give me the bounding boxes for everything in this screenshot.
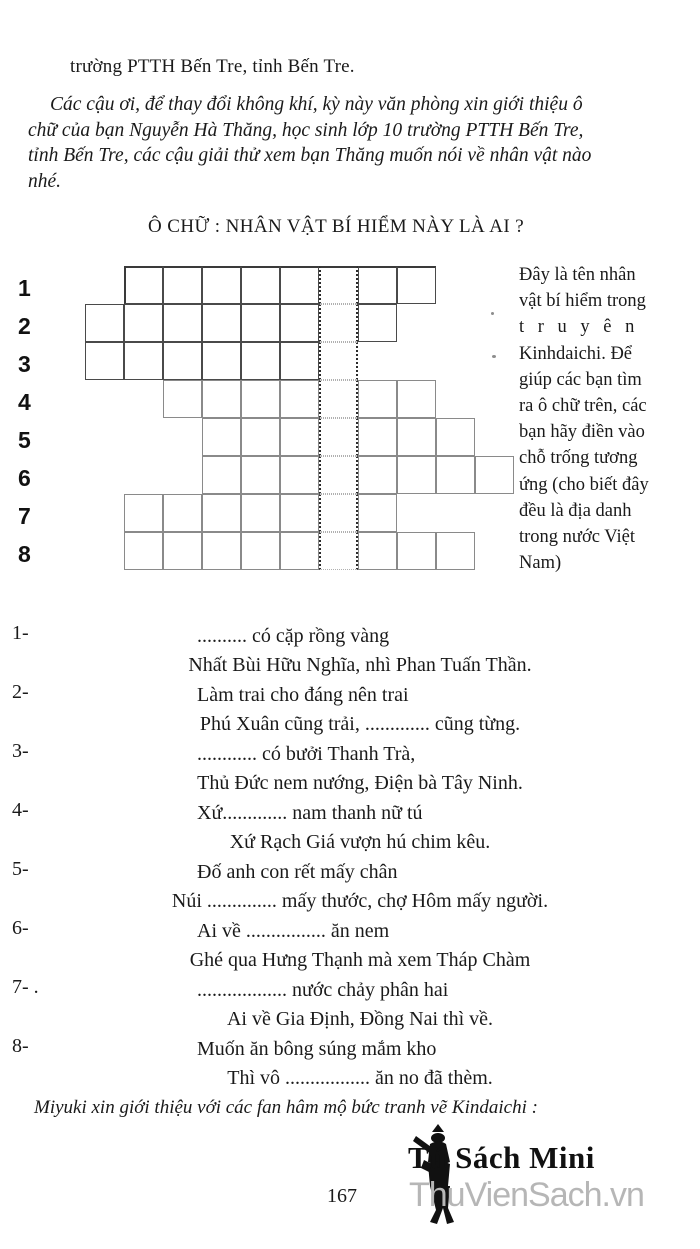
side-note-line: đều là địa danh — [519, 500, 632, 521]
clue-number: 1- — [12, 622, 29, 644]
page-number: 167 — [327, 1185, 357, 1207]
crossword-cell[interactable] — [280, 418, 319, 456]
publisher-logo-text: Tủ Sách Mini — [408, 1140, 595, 1175]
crossword-row-number: 2 — [18, 313, 31, 339]
crossword-row-number: 3 — [18, 351, 31, 377]
crossword-cell[interactable] — [202, 266, 241, 304]
side-note-line: trong nước Việt — [519, 527, 635, 548]
crossword-row-number: 4 — [18, 389, 31, 415]
clue-number: 4- — [12, 799, 29, 821]
crossword-cell-detached[interactable] — [475, 456, 514, 494]
intro-line-4: nhé. — [28, 170, 62, 192]
crossword-cell[interactable] — [319, 304, 358, 342]
intro-line-2: chữ của bạn Nguyễn Hà Thăng, học sinh lớp 10 trường PTTH Bến Tre, — [28, 119, 584, 141]
crossword-cell[interactable] — [124, 494, 163, 532]
crossword-cell[interactable] — [358, 418, 397, 456]
crossword-cell[interactable] — [163, 266, 202, 304]
crossword-cell[interactable] — [319, 418, 358, 456]
clue-line-a: Xứ............. nam thanh nữ tú — [197, 802, 423, 824]
crossword-cell[interactable] — [202, 418, 241, 456]
clue-line-a: ............ có bưởi Thanh Trà, — [197, 743, 416, 765]
crossword-row-number: 5 — [18, 427, 31, 453]
crossword-cell[interactable] — [319, 342, 358, 380]
side-note-line: bạn hãy điền vào — [519, 422, 645, 443]
crossword-cell[interactable] — [319, 532, 358, 570]
scan-speck — [492, 355, 496, 358]
side-note-line: giúp các bạn tìm — [519, 369, 642, 390]
crossword-cell[interactable] — [358, 380, 397, 418]
crossword-cell[interactable] — [280, 532, 319, 570]
clue-list — [12, 622, 688, 1094]
clue-number: 5- — [12, 858, 29, 880]
crossword-cell[interactable] — [397, 532, 436, 570]
miyuki-line: Miyuki xin giới thiệu với các fan hâm mộ bức tranh vẽ Kindaichi : — [34, 1097, 538, 1118]
crossword-cell[interactable] — [241, 342, 280, 380]
crossword-cell[interactable] — [436, 532, 475, 570]
clue-item — [12, 917, 688, 975]
continuation-line: trường PTTH Bến Tre, tỉnh Bến Tre. — [70, 56, 355, 77]
side-note-line: t r u y ê n — [519, 317, 639, 338]
clue-line-a: Làm trai cho đáng nên trai — [197, 684, 409, 706]
clue-number: 3- — [12, 740, 29, 762]
crossword-cell[interactable] — [358, 456, 397, 494]
crossword-cell[interactable] — [241, 532, 280, 570]
crossword-cell[interactable] — [202, 380, 241, 418]
crossword-cell[interactable] — [163, 304, 202, 342]
crossword-cell[interactable] — [124, 532, 163, 570]
crossword-cell[interactable] — [202, 494, 241, 532]
crossword-cell[interactable] — [163, 532, 202, 570]
crossword-cell[interactable] — [241, 494, 280, 532]
clue-item — [12, 1035, 688, 1093]
crossword-cell[interactable] — [280, 456, 319, 494]
crossword-cell[interactable] — [358, 266, 397, 304]
clue-item — [12, 799, 688, 857]
clue-line-b: Núi .............. mấy thước, chợ Hôm mấy người. — [171, 890, 549, 912]
side-note-line: Nam) — [519, 553, 562, 574]
crossword-cell[interactable] — [280, 304, 319, 342]
crossword-cell[interactable] — [436, 456, 475, 494]
crossword-cell[interactable] — [319, 494, 358, 532]
clue-line-a: .......... có cặp rồng vàng — [197, 625, 390, 647]
crossword-cell[interactable] — [163, 342, 202, 380]
side-note-line: Kinhdaichi. Để — [519, 343, 633, 364]
crossword-cell[interactable] — [202, 304, 241, 342]
crossword-cell[interactable] — [280, 342, 319, 380]
clue-line-b: Nhất Bùi Hữu Nghĩa, nhì Phan Tuấn Thần. — [188, 654, 532, 676]
clue-item — [12, 681, 688, 739]
clue-item — [12, 622, 688, 680]
crossword-cell[interactable] — [358, 304, 397, 342]
side-note — [519, 262, 695, 576]
crossword-cell[interactable] — [280, 494, 319, 532]
intro-line-3: tỉnh Bến Tre, các cậu giải thử xem bạn Thăng muốn nói về nhân vật nào — [28, 145, 592, 166]
crossword-cell[interactable] — [163, 380, 202, 418]
clue-line-a: Muốn ăn bông súng mắm kho — [197, 1038, 437, 1060]
clue-line-b: Xứ Rạch Giá vượn hú chim kêu. — [229, 831, 491, 853]
clue-line-b: Thủ Đức nem nướng, Điện bà Tây Ninh. — [197, 772, 523, 794]
crossword-row-number: 7 — [18, 503, 31, 529]
side-note-line: ứng (cho biết đây — [519, 474, 649, 495]
clue-item — [12, 976, 688, 1034]
crossword-cell[interactable] — [358, 494, 397, 532]
clue-line-a: Ai về ................ ăn nem — [197, 920, 390, 942]
clue-line-b: Thì vô ................. ăn no đã thèm. — [227, 1067, 493, 1089]
crossword-cell[interactable] — [280, 380, 319, 418]
crossword-cell[interactable] — [124, 342, 163, 380]
crossword-row-number: 1 — [18, 275, 31, 301]
clue-item — [12, 740, 688, 798]
clue-number: 7- . — [12, 976, 39, 998]
crossword-cell[interactable] — [241, 380, 280, 418]
clue-line-b: Ghé qua Hưng Thạnh mà xem Tháp Chàm — [189, 949, 531, 971]
site-watermark: ThuVienSach.vn — [409, 1176, 644, 1214]
side-note-line: chỗ trống tương — [519, 448, 638, 469]
crossword-cell[interactable] — [85, 304, 124, 342]
crossword-cell[interactable] — [319, 266, 358, 304]
crossword-cell[interactable] — [241, 266, 280, 304]
crossword-title: Ô CHỮ : NHÂN VẬT BÍ HIỂM NÀY LÀ AI ? — [148, 216, 525, 237]
clue-number: 2- — [12, 681, 29, 703]
crossword-cell[interactable] — [241, 304, 280, 342]
clue-number: 6- — [12, 917, 29, 939]
intro-paragraph — [28, 92, 676, 194]
crossword-cell[interactable] — [397, 266, 436, 304]
crossword-cell[interactable] — [397, 380, 436, 418]
crossword-cell[interactable] — [241, 456, 280, 494]
crossword-cell[interactable] — [280, 266, 319, 304]
clue-number: 8- — [12, 1035, 29, 1057]
crossword-cell[interactable] — [202, 456, 241, 494]
clue-line-b: Phú Xuân cũng trải, ............. cũng từng. — [199, 713, 521, 735]
side-note-line: Đây là tên nhân — [519, 265, 636, 285]
clue-item — [12, 858, 688, 916]
crossword-row-number: 6 — [18, 465, 31, 491]
clue-line-a: Đố anh con rết mấy chân — [197, 861, 398, 883]
clue-line-a: .................. nước chảy phân hai — [197, 979, 449, 1001]
crossword-cell[interactable] — [202, 532, 241, 570]
crossword-cell[interactable] — [241, 418, 280, 456]
intro-line-1: Các cậu ơi, để thay đổi không khí, kỳ này văn phòng xin giới thiệu ô — [50, 94, 583, 115]
crossword-cell[interactable] — [124, 304, 163, 342]
crossword-cell[interactable] — [436, 418, 475, 456]
crossword-cell[interactable] — [319, 456, 358, 494]
crossword-row-number: 8 — [18, 541, 31, 567]
crossword-cell[interactable] — [202, 342, 241, 380]
crossword-cell[interactable] — [358, 532, 397, 570]
crossword-grid — [0, 258, 500, 598]
crossword-cell[interactable] — [163, 494, 202, 532]
crossword-cell[interactable] — [124, 266, 163, 304]
scan-speck — [491, 312, 494, 315]
crossword-cell[interactable] — [397, 456, 436, 494]
clue-line-b: Ai về Gia Định, Đồng Nai thì về. — [226, 1008, 494, 1030]
crossword-cell[interactable] — [397, 418, 436, 456]
crossword-cell[interactable] — [319, 380, 358, 418]
side-note-line: ra ô chữ trên, các — [519, 396, 647, 417]
side-note-line: vật bí hiểm trong — [519, 291, 646, 312]
crossword-cell[interactable] — [85, 342, 124, 380]
